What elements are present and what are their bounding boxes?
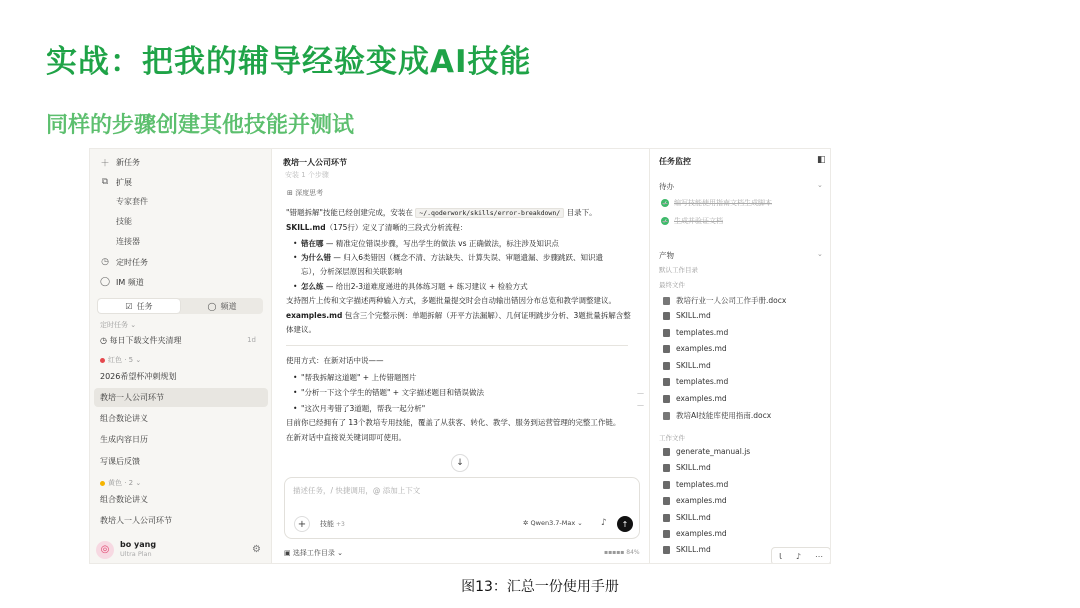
list-item: • 怎么练 — 给出2-3道难度递进的具体练习题 + 练习建议 + 检验方式: [301, 280, 631, 294]
more-icon[interactable]: ⋯: [814, 551, 823, 561]
chevron-down-icon[interactable]: ⌄: [817, 181, 823, 189]
scheduled-label: 定时任务: [116, 257, 148, 267]
user-profile[interactable]: [96, 540, 156, 559]
figure-caption: 图13：汇总一份使用手册: [461, 579, 619, 595]
faded-step-line: 安装 1 个步骤: [285, 171, 329, 179]
panel-title: 任务监控: [659, 157, 691, 166]
thinking-toggle[interactable]: ⊞ 深度思考: [287, 189, 324, 197]
scroll-marker[interactable]: —: [637, 401, 644, 409]
file-item[interactable]: SKILL.md: [663, 311, 711, 320]
file-icon: [663, 297, 670, 305]
im-label: IM 频道: [116, 277, 144, 287]
tab-channels[interactable]: [181, 298, 263, 314]
tab-tasks[interactable]: [98, 299, 180, 313]
skills-count-badge: +3: [336, 520, 345, 528]
file-item[interactable]: 教培行业一人公司工作手册.docx: [663, 295, 786, 306]
task-item[interactable]: 写课后反馈: [100, 457, 140, 466]
clock-icon: ◷: [101, 257, 109, 267]
message-paragraph: SKILL.md（175行）定义了清晰的三段式分析流程：: [286, 223, 468, 232]
file-icon: [663, 530, 670, 538]
extension-icon: ⧉: [101, 177, 109, 187]
file-icon: [663, 497, 670, 505]
new-task-label: 新任务: [116, 157, 140, 167]
plus-icon: ＋: [100, 158, 110, 169]
message-paragraph: "错题拆解"技能已经创建完成，安装在 ~/.qoderwork/skills/error-breakdown/ 目录下。: [286, 208, 597, 217]
file-icon: [663, 412, 670, 420]
folder-icon: ▣: [284, 549, 293, 557]
todo-item: ✓ 编写技能使用指南文档生成脚本: [662, 199, 772, 207]
file-icon: [663, 378, 670, 386]
im-channel-item[interactable]: [100, 274, 144, 290]
list-item: • 错在哪 — 精准定位错误步骤，写出学生的做法 vs 正确做法，标注涉及知识点: [301, 237, 631, 251]
usage-title: 使用方式：在新对话中说——: [286, 356, 384, 365]
check-icon: ✓: [662, 199, 668, 207]
panel-toggle-icon[interactable]: ◧: [817, 155, 826, 165]
file-icon: [663, 464, 670, 472]
scroll-down-button[interactable]: [451, 454, 469, 472]
list-item: • "帮我拆解这道题" + 上传错题图片: [301, 371, 416, 385]
red-dot: [100, 358, 105, 363]
chevron-down-icon[interactable]: ⌄: [817, 250, 823, 258]
task-item[interactable]: 2026希望杯冲刺规划: [100, 372, 177, 381]
file-item[interactable]: SKILL.md: [663, 463, 711, 472]
sidebar-item-expert-suite[interactable]: 专家套件: [116, 197, 148, 206]
avatar: ◎: [96, 541, 114, 559]
yellow-dot: [100, 481, 105, 486]
file-icon: [663, 546, 670, 554]
file-item[interactable]: templates.md: [663, 377, 728, 386]
work-files-header: 工作文件: [659, 434, 685, 442]
slide-subtitle: 同样的步骤创建其他技能并测试: [46, 113, 355, 138]
workdir-selector[interactable]: ▣ 选择工作目录 ⌄: [284, 549, 343, 557]
mic-icon[interactable]: ♪: [601, 518, 607, 528]
red-group-header[interactable]: 红色 · 5 ⌄: [100, 355, 141, 365]
skill-path-code: ~/.qoderwork/skills/error-breakdown/: [415, 208, 564, 218]
file-item[interactable]: examples.md: [663, 496, 727, 505]
sidebar-item-connectors[interactable]: 连接器: [116, 237, 140, 246]
file-icon: [663, 481, 670, 489]
sidebar: [90, 149, 272, 564]
floating-toolbar: [771, 547, 831, 564]
gear-icon[interactable]: ⚙: [252, 544, 261, 555]
arrow-down-icon: ↓: [456, 458, 464, 468]
task-item-active[interactable]: 教培一人公司环节: [94, 388, 268, 407]
final-files-header: 最终文件: [659, 281, 685, 289]
chat-icon: ◯: [100, 277, 111, 287]
scroll-marker[interactable]: —: [637, 389, 644, 397]
todo-header: 待办: [659, 182, 674, 191]
list-item: • "这次月考错了3道题，帮我一起分析": [301, 402, 425, 416]
task-interval: 1d: [247, 336, 256, 344]
tab-tasks-label: 任务: [136, 301, 153, 311]
sidebar-tabs: [97, 298, 263, 314]
mic-icon[interactable]: ♪: [795, 551, 801, 561]
scheduled-group-header: 定时任务 ⌄: [100, 321, 137, 329]
context-usage: ▪▪▪▪▪ 84%: [604, 549, 640, 556]
task-item[interactable]: 生成内容日历: [100, 435, 148, 444]
chat-icon: ◯: [207, 301, 217, 311]
message-paragraph: examples.md 包含三个完整示例：单题拆解（开平方法漏解）、几何证明跳步分析、3题批量拆解含整体建议。: [286, 311, 631, 334]
composer-input[interactable]: [293, 486, 593, 495]
artifacts-header: 产物: [659, 251, 674, 260]
send-icon: ↑: [621, 519, 629, 529]
file-icon: [663, 448, 670, 456]
file-item[interactable]: examples.md: [663, 344, 727, 353]
list-item: • "分析一下这个学生的错题" + 文字描述题目和错误做法: [301, 386, 484, 400]
sidebar-item-skills[interactable]: 技能: [116, 217, 132, 226]
extensions-item[interactable]: [100, 174, 132, 190]
checkbox-icon: ☑: [125, 301, 133, 311]
file-item[interactable]: generate_manual.js: [663, 447, 750, 456]
file-icon: [663, 362, 670, 370]
yellow-group-header[interactable]: 黄色 · 2 ⌄: [100, 478, 141, 488]
user-plan: Ultra Plan: [120, 550, 152, 558]
scheduled-task-item[interactable]: ◷ 每日下载文件夹清理 1d: [94, 331, 268, 350]
composer: [284, 477, 640, 539]
file-item[interactable]: examples.md: [663, 529, 727, 538]
file-icon: [663, 514, 670, 522]
extensions-label: 扩展: [116, 177, 132, 187]
message-paragraph: 支持图片上传和文字描述两种输入方式，多题批量提交时会自动输出错因分布总览和教学调整建议。: [286, 296, 616, 305]
file-item[interactable]: templates.md: [663, 328, 728, 337]
summary-line: 在新对话中直接说关键词即可使用。: [286, 433, 406, 442]
list-item: • 为什么错 — 归入6类错因（概念不清、方法缺失、计算失误、审题遗漏、步骤跳跃、知识遗忘），分析深层原因和关联影响: [301, 251, 621, 279]
file-icon: [663, 312, 670, 320]
user-name: bo yang: [120, 540, 157, 549]
file-icon: [663, 395, 670, 403]
clock-icon: ◷: [100, 336, 110, 345]
file-icon: [663, 345, 670, 353]
check-icon: ✓: [662, 217, 668, 225]
attach-button[interactable]: [294, 516, 310, 532]
chat-title: 教培一人公司环节: [283, 158, 347, 167]
file-item[interactable]: SKILL.md: [663, 513, 711, 522]
task-item[interactable]: 教培人一人公司环节: [100, 516, 172, 525]
todo-item: ✓ 生成并验证文档: [662, 217, 723, 225]
file-item[interactable]: SKILL.md: [663, 361, 711, 370]
plus-icon: +: [297, 518, 307, 530]
file-icon: [663, 329, 670, 337]
divider: [286, 345, 628, 346]
slide-title: 实战：把我的辅导经验变成AI技能: [46, 44, 532, 80]
tab-channels-label: 频道: [220, 301, 237, 311]
cursor-icon[interactable]: Ɩ: [779, 551, 782, 561]
new-task-button[interactable]: [100, 154, 140, 170]
skills-chip[interactable]: 技能 +3: [320, 520, 345, 528]
file-item[interactable]: SKILL.md: [663, 545, 711, 554]
app-window: [89, 148, 831, 564]
file-item[interactable]: templates.md: [663, 480, 728, 489]
chat-panel: [273, 149, 650, 564]
model-selector[interactable]: ✲ Qwen3.7-Max ⌄: [523, 519, 583, 527]
default-dir-label: 默认工作目录: [659, 266, 698, 274]
task-item[interactable]: 组合数论讲义: [100, 414, 148, 423]
task-item[interactable]: 组合数论讲义: [100, 495, 148, 504]
summary-line: 目前你已经拥有了 13个教培专用技能，覆盖了从获客、转化、教学、服务到运营管理的完整工作链。: [286, 418, 621, 427]
task-monitor-panel: [651, 149, 831, 564]
send-button[interactable]: [617, 516, 633, 532]
scheduled-tasks-item[interactable]: [100, 254, 148, 270]
file-item[interactable]: examples.md: [663, 394, 727, 403]
file-item[interactable]: 教培AI技能库使用指南.docx: [663, 410, 771, 421]
